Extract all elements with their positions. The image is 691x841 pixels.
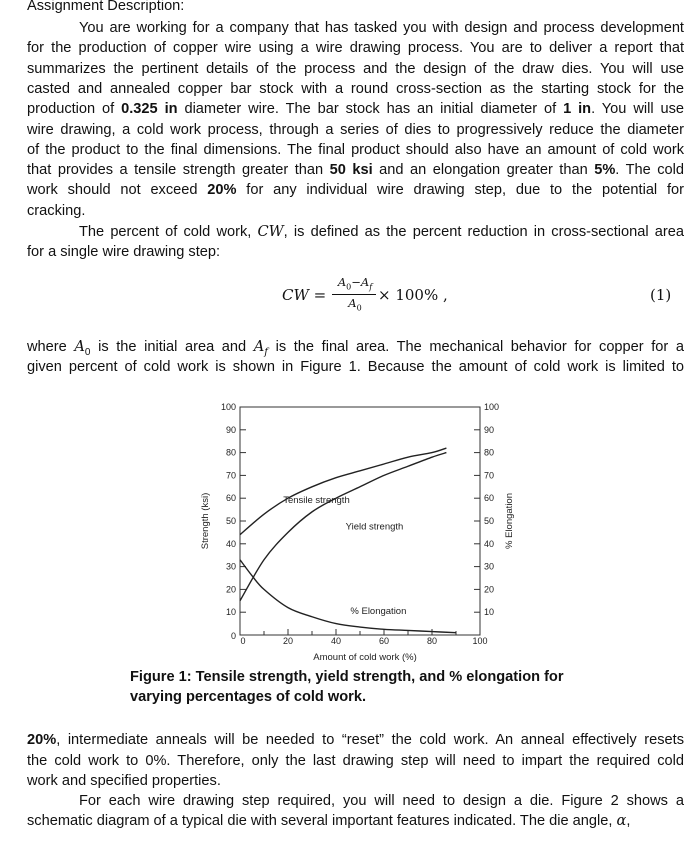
equation-fraction-bar xyxy=(332,294,376,295)
y-tick-label: 10 xyxy=(225,607,236,618)
y-tick-label: 40 xyxy=(225,538,236,549)
equation-rhs: × 100% , xyxy=(378,286,448,304)
para4-line xyxy=(27,751,684,771)
text-run: work should not exceed xyxy=(27,182,208,199)
text-run: of the product to the final dimensions. The final product should also have an amount of cold work xyxy=(27,141,684,158)
elongation-curve xyxy=(240,560,456,633)
y-tick-label: 30 xyxy=(225,561,236,572)
equation-numerator: $A_0-A_f$ xyxy=(337,275,373,292)
y2-tick-label: 10 xyxy=(484,607,495,618)
text-run: diameter wire. The bar stock has an initial diameter of xyxy=(177,101,564,118)
bold-value: 20% xyxy=(207,182,237,199)
y-tick-label: 90 xyxy=(225,424,236,435)
x-axis-title: Amount of cold work (%) xyxy=(313,652,417,663)
cold-work-properties-chart xyxy=(190,395,530,665)
y-tick-label: 60 xyxy=(225,493,236,504)
die-design-line-1: For each wire drawing step required, you will need to design a die. Figure 2 shows a xyxy=(79,793,684,809)
para1-line xyxy=(27,140,684,160)
area-definition-line-1: where $A_0$ is the initial area and $A_f$ is the final area. The mechanical behavior for copper for a xyxy=(27,338,684,358)
x-tick-label: 80 xyxy=(426,636,438,646)
y2-tick-label: 30 xyxy=(484,561,495,572)
para1-line xyxy=(27,99,684,119)
para1-line xyxy=(27,79,684,99)
para4-line xyxy=(27,730,684,750)
equation-denominator: $A_0$ xyxy=(348,296,362,313)
text-run: . You will use xyxy=(591,101,685,118)
die-design-line-2: schematic diagram of a typical die with several important features indicated. The die angle, α, xyxy=(27,812,631,829)
y-tick-label: 0 xyxy=(230,631,236,641)
text-run: wire drawing, a cold work process, through a series of dies to progressively reduce the diameter xyxy=(27,121,684,138)
y2-tick-label: 80 xyxy=(484,447,495,458)
figure-1-caption-line-2: varying percentages of cold work. xyxy=(130,689,367,705)
equation-number: (1) xyxy=(650,286,672,304)
area-definition-line-2: given percent of cold work is shown in Figure 1. Because the amount of cold work is limited to xyxy=(27,359,684,375)
para1-line xyxy=(27,201,684,221)
text-run: You are working for a company that has tasked you with design and process development xyxy=(79,20,684,36)
y2-tick-label: 20 xyxy=(484,584,495,595)
bold-value: 1 in xyxy=(563,101,592,118)
x-tick-label: 40 xyxy=(330,636,342,646)
text-run: and an elongation greater than xyxy=(372,162,595,179)
text-run: casted and annealed copper bar stock with a round cross-section as the starting stock for the xyxy=(27,80,684,97)
text-run: cracking. xyxy=(27,202,86,219)
bold-value: 5% xyxy=(594,162,616,179)
text-run: that provides a tensile strength greater than xyxy=(27,162,330,179)
x-tick-label: 20 xyxy=(282,636,294,646)
cold-work-definition-line-2: for a single wire drawing step: xyxy=(27,244,221,260)
y-axis-title: Strength (ksi) xyxy=(200,492,211,550)
y2-tick-label: 100 xyxy=(484,402,500,412)
bold-value: 20% xyxy=(27,732,57,748)
figure-1-caption-line-1: Figure 1: Tensile strength, yield strength, and % elongation for xyxy=(130,669,564,685)
para1-line xyxy=(27,180,684,200)
text-run: , intermediate anneals will be needed to “reset” the cold work. An anneal effectively resets xyxy=(56,732,684,748)
text-run: work and specified properties. xyxy=(27,773,221,789)
cold-work-definition-line-1: The percent of cold work, CW, is defined as the percent reduction in cross-sectional area xyxy=(79,223,684,240)
text-run: production of xyxy=(27,101,122,118)
text-run: for the production of copper wire using a wire drawing process. You are to deliver a report that xyxy=(27,40,684,57)
para1-line xyxy=(27,38,684,58)
tensile-strength-annotation: Tensile strength xyxy=(283,494,350,506)
tensile-strength-curve xyxy=(240,448,446,535)
text-run: for any individual wire drawing step, due to the potential for xyxy=(236,182,684,199)
para4-line xyxy=(27,771,684,791)
x-tick-label: 100 xyxy=(472,636,488,646)
para1-line xyxy=(27,18,684,38)
y-tick-label: 20 xyxy=(225,584,236,595)
y-tick-label: 50 xyxy=(225,516,236,526)
bold-value: 50 ksi xyxy=(329,162,373,179)
text-run: . The cold xyxy=(615,162,684,179)
y2-tick-label: 90 xyxy=(484,424,495,435)
x-tick-label: 0 xyxy=(240,636,246,646)
y2-tick-label: 50 xyxy=(484,516,495,526)
y-tick-label: 100 xyxy=(220,402,236,412)
x-tick-label: 60 xyxy=(378,636,390,646)
y2-tick-label: 70 xyxy=(484,470,495,481)
equation-lhs: CW = xyxy=(282,286,327,304)
text-run: summarizes the pertinent details of the process and the design of the draw dies. You will use xyxy=(27,60,684,77)
y2-tick-label: 40 xyxy=(484,538,495,549)
para1-line xyxy=(27,59,684,79)
y2-axis-title: % Elongation xyxy=(504,493,515,549)
y-tick-label: 80 xyxy=(225,447,236,458)
bold-value: 0.325 in xyxy=(121,101,178,118)
para1-line xyxy=(27,160,684,180)
elongation-annotation: % Elongation xyxy=(350,605,407,617)
text-run: the cold work to 0%. Therefore, only the last drawing step will need to impart the required cold xyxy=(27,752,684,769)
y2-tick-label: 60 xyxy=(484,493,495,504)
para1-line xyxy=(27,120,684,140)
y-tick-label: 70 xyxy=(225,470,236,481)
yield-strength-annotation: Yield strength xyxy=(345,521,404,533)
assignment-heading: Assignment Description: xyxy=(27,0,185,14)
